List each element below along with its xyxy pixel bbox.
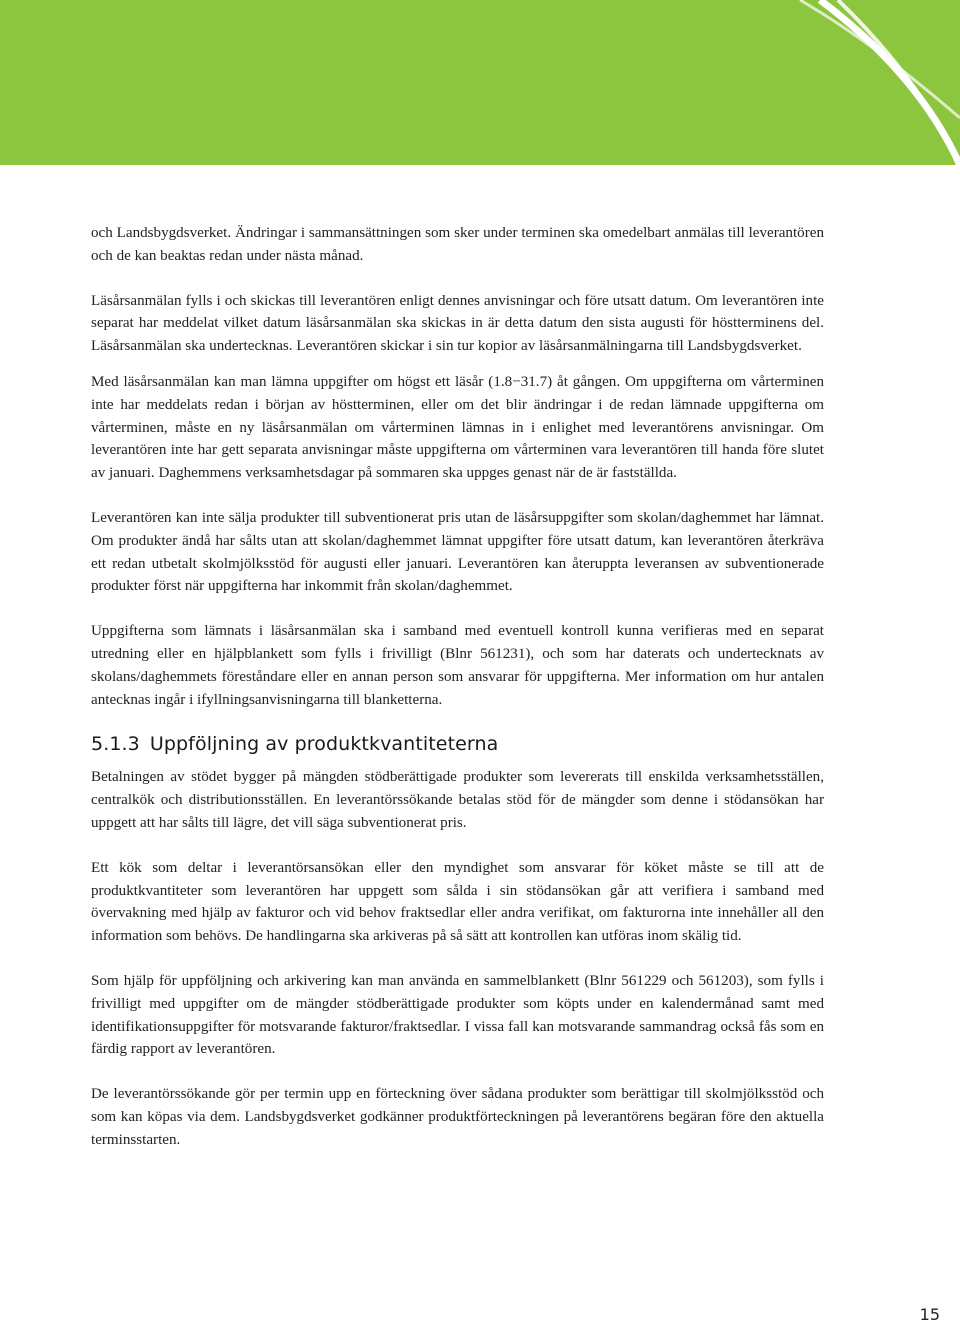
paragraph: Med läsårsanmälan kan man lämna uppgifter om högst ett läsår (1.8−31.7) åt gången. Om uppgifterna om vårterminen inte har meddelats redan i början av höstterminen, eller om det blir ändringar i de redan lämnade uppgifterna om vårterminen, måste en ny läsårsanmälan om vårterminen lämnas in i enlighet med leverantörens anvisningar. Om leverantören inte har gett separata anvisningar måste uppgifterna om vårterminen vara leverantören till handa före slutet av januari. Daghemmens verksamhetsdagar på sommaren ska uppges genast när de är fastställda. [91,373,824,482]
paragraph: Läsårsanmälan fylls i och skickas till leverantören enligt dennes anvisningar och före utsatt datum. Om leverantören inte separat har meddelat vilket datum läsårsanmälan ska skickas in är detta datum den sista augusti för höstterminens del. Läsårsanmälan ska undertecknas. Leverantören skickar i sin tur kopior av läsårsanmälningarna till Landsbygdsverket. [91,292,824,355]
paragraph: Som hjälp för uppföljning och arkivering kan man använda en sammelblankett (Blnr 561229 och 561203), som fylls i frivilligt med uppgifter om de mängder stödberättigade produkter som köpts under en kalendermånad samt med identifikationsuppgifter för motsvarande fakturor/fraktsedlar. I vissa fall kan motsvarande sammandrag också fås som en färdig rapport av leverantören. [91,972,824,1058]
leaf-logo-icon [0,0,960,165]
paragraph: Ett kök som deltar i leverantörsansökan eller den myndighet som ansvarar för köket måste se till att de produktkvantiteter som leverantören har uppgett som sålda i sin stödansökan går att verifiera i samband med övervakning med hjälp av fakturor och vid behov fraktsedlar eller andra verifikat, om fakturorna inte innehåller all den information som behövs. De handlingarna ska arkiveras på så sätt att kontrollen kan utföras inom skälig tid. [91,859,824,945]
paragraph: Leverantören kan inte sälja produkter till subventionerat pris utan de läsårsuppgifter som skolan/daghemmet har lämnat. Om produkter ändå har sålts utan att skolan/daghemmet lämnat uppgifter före utsatt datum, kan leverantören återkräva ett redan utbetalt skolmjölksstöd för augusti eller januari. Leverantören kan återuppta leveransen av subventionerade produkter först när uppgifterna har inkommit från skolan/daghemmet. [91,509,824,595]
page-content [91,222,824,1174]
section-title: Uppföljning av produktkvantiteterna [149,733,499,756]
paragraph: Betalningen av stödet bygger på mängden stödberättigade produkter som levererats till enskilda verksamhetsställen, centralkök och distributionsställen. En leverantörssökande betalas stöd för de mängder som denne i stödansökan har uppgett att har sålts till lägre, det vill säga subventionerat pris. [91,769,824,831]
header-band [0,0,960,165]
page-number: 15 [919,1305,940,1324]
paragraph: och Landsbygdsverket. Ändringar i sammansättningen som sker under terminen ska omedelbart anmälas till leverantören och de kan beaktas redan under nästa månad. [91,225,824,264]
paragraph: De leverantörssökande gör per termin upp en förteckning över sådana produkter som berättigar till skolmjölksstöd och som kan köpas via dem. Landsbygdsverket godkänner produktförteckningen på leverantörens begäran före den aktuella terminsstarten. [91,1086,824,1148]
paragraph: Uppgifterna som lämnats i läsårsanmälan ska i samband med eventuell kontroll kunna verifieras med en separat utredning eller en hjälpblankett som fylls i frivilligt (Blnr 561231), och som har daterats och undertecknats av skolans/daghemmets föreståndare eller en annan person som ansvarar för uppgifterna. Mer information om hur antalen antecknas ingår i ifyllningsanvisningarna till blanketterna. [91,623,824,708]
section-number: 5.1.3 [91,733,140,756]
section-heading [91,733,824,755]
